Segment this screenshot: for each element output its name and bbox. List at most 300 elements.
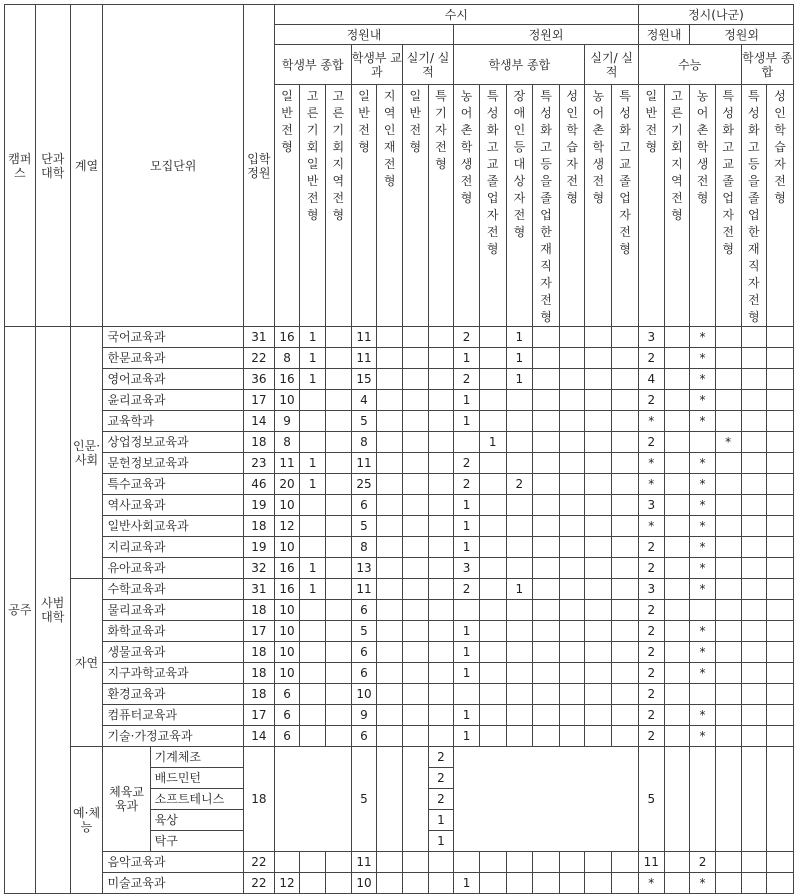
cell-value — [664, 579, 690, 600]
cell-value — [377, 852, 403, 873]
cell-value — [612, 684, 639, 705]
table-body — [5, 327, 794, 894]
cell-value — [585, 600, 612, 621]
cell-value — [559, 873, 585, 894]
cell-value — [690, 600, 716, 621]
header-type-9 — [506, 85, 533, 327]
cell-value — [585, 411, 612, 432]
cell-value: 4 — [351, 390, 377, 411]
table-row — [5, 453, 794, 474]
unit-quota: 14 — [243, 411, 274, 432]
cell-value: 2 — [638, 537, 664, 558]
table-row — [5, 537, 794, 558]
header-type-label: 장애인등대상자전형 — [513, 89, 526, 239]
unit-name: 일반사회교육과 — [103, 516, 244, 537]
cell-value — [690, 432, 716, 453]
sport-special-count: 1 — [428, 831, 454, 852]
header-type-label: 일반전형 — [358, 89, 370, 154]
cell-value — [326, 663, 352, 684]
cell-value — [741, 663, 767, 684]
unit-name: 화학교육과 — [103, 621, 244, 642]
cell-value — [533, 621, 560, 642]
cell-value: 16 — [274, 558, 300, 579]
cell-value — [533, 705, 560, 726]
cell-value: 2 — [638, 726, 664, 747]
cell-value: 10 — [274, 390, 300, 411]
cell-value — [741, 600, 767, 621]
cell-value — [741, 726, 767, 747]
cell-value — [559, 369, 585, 390]
cell-value: 1 — [454, 642, 480, 663]
header-type-label: 특성화고교졸업자전형 — [722, 89, 734, 256]
cell-value — [402, 684, 428, 705]
cell-value: 2 — [638, 432, 664, 453]
cell-value — [559, 348, 585, 369]
cell-value — [559, 390, 585, 411]
cell-value — [715, 495, 741, 516]
table-row — [5, 432, 794, 453]
header-type-1 — [300, 85, 326, 327]
cell-value — [664, 537, 690, 558]
cell-value — [585, 432, 612, 453]
cell-value — [506, 642, 533, 663]
cell-value — [377, 705, 403, 726]
cell-value — [402, 327, 428, 348]
cell-value — [377, 663, 403, 684]
cell-value — [767, 663, 794, 684]
table-row — [5, 873, 794, 894]
cell-value — [533, 474, 560, 495]
cell-value — [402, 726, 428, 747]
cell-value — [741, 432, 767, 453]
cell-value — [664, 495, 690, 516]
header-type-label: 특성화고교졸업자전형 — [486, 89, 499, 256]
cell-value — [479, 600, 506, 621]
cell-value — [326, 726, 352, 747]
cell-value — [402, 579, 428, 600]
cell-value: * — [638, 474, 664, 495]
cell-value — [664, 642, 690, 663]
cell-value — [741, 684, 767, 705]
cell-value — [741, 852, 767, 873]
header-type-label: 특기자전형 — [435, 89, 447, 171]
cell-value: 10 — [274, 663, 300, 684]
cell-value: * — [690, 663, 716, 684]
cell-value — [612, 558, 639, 579]
cell-value — [506, 600, 533, 621]
sport-name: 기계체조 — [150, 747, 243, 768]
cell-value — [585, 621, 612, 642]
cell-value: 9 — [351, 705, 377, 726]
unit-name: 지리교육과 — [103, 537, 244, 558]
cell-value — [767, 558, 794, 579]
cell-value — [533, 327, 560, 348]
cell-value — [506, 537, 533, 558]
cell-value: * — [690, 642, 716, 663]
sport-name: 소프트테니스 — [150, 789, 243, 810]
cell-value — [300, 663, 326, 684]
cell-value: 3 — [638, 327, 664, 348]
header-type-13 — [612, 85, 639, 327]
header-type-label: 성인학습자전형 — [566, 89, 578, 205]
cell-value — [533, 558, 560, 579]
cell-value: * — [690, 705, 716, 726]
cell-value — [664, 558, 690, 579]
cell-value — [741, 495, 767, 516]
unit-name: 한문교육과 — [103, 348, 244, 369]
cell-value — [326, 327, 352, 348]
header-type-label: 성인학습자전형 — [774, 89, 786, 205]
header-type-11 — [559, 85, 585, 327]
header-jeongsi-within: 정원내 — [638, 25, 689, 45]
cell-value — [506, 453, 533, 474]
cell-value — [479, 726, 506, 747]
unit-name: 물리교육과 — [103, 600, 244, 621]
cell-value — [585, 684, 612, 705]
unit-name: 수학교육과 — [103, 579, 244, 600]
cell-value — [612, 348, 639, 369]
unit-quota: 18 — [243, 663, 274, 684]
cell-value — [479, 705, 506, 726]
cell-value — [715, 474, 741, 495]
cell-value — [533, 348, 560, 369]
cell-value — [377, 453, 403, 474]
cell-value — [690, 684, 716, 705]
header-susi-within: 정원내 — [274, 25, 453, 45]
cell-value — [741, 327, 767, 348]
cell-value — [715, 348, 741, 369]
cell-value: 8 — [274, 432, 300, 453]
header-type-label: 고른기회일반전형 — [306, 89, 319, 222]
cell-value — [402, 537, 428, 558]
cell-value — [428, 411, 454, 432]
cell-value — [715, 516, 741, 537]
cell-value — [326, 537, 352, 558]
cell-value — [664, 411, 690, 432]
cell-value: 2 — [638, 348, 664, 369]
header-type-label: 농어촌학생전형 — [696, 89, 709, 205]
pe-jeongsi-empty — [664, 747, 690, 852]
cell-value: 8 — [351, 432, 377, 453]
sport-special-count: 2 — [428, 768, 454, 789]
cell-value — [377, 411, 403, 432]
header-type-3 — [351, 85, 377, 327]
cell-value: 10 — [351, 684, 377, 705]
cell-value — [428, 873, 454, 894]
cell-value — [767, 600, 794, 621]
header-type-7 — [454, 85, 480, 327]
header-jeongsi-outside: 정원외 — [690, 25, 794, 45]
cell-value: 1 — [454, 621, 480, 642]
cell-value — [533, 852, 560, 873]
cell-value — [326, 453, 352, 474]
unit-name: 특수교육과 — [103, 474, 244, 495]
cell-value — [402, 873, 428, 894]
cell-value — [767, 873, 794, 894]
cell-value — [506, 726, 533, 747]
unit-name: 영어교육과 — [103, 369, 244, 390]
cell-value — [479, 453, 506, 474]
cell-value: 1 — [454, 348, 480, 369]
cell-value — [506, 663, 533, 684]
cell-value — [767, 432, 794, 453]
cell-value — [428, 537, 454, 558]
cell-value — [300, 621, 326, 642]
header-type-0 — [274, 85, 300, 327]
cell-value — [715, 852, 741, 873]
cell-value: 1 — [454, 873, 480, 894]
header-type-label: 특성화고교졸업자전형 — [619, 89, 631, 256]
cell-value: * — [638, 411, 664, 432]
cell-value — [479, 558, 506, 579]
cell-value — [300, 684, 326, 705]
field-arts: 예·체능 — [70, 747, 103, 894]
cell-value — [767, 516, 794, 537]
cell-value — [585, 873, 612, 894]
cell-value: * — [690, 474, 716, 495]
cell-value: 1 — [506, 369, 533, 390]
cell-value — [326, 852, 352, 873]
cell-value — [612, 411, 639, 432]
cell-value: 1 — [454, 495, 480, 516]
cell-value: 1 — [454, 390, 480, 411]
cell-value — [612, 327, 639, 348]
cell-value — [767, 474, 794, 495]
cell-value — [326, 684, 352, 705]
cell-value — [559, 474, 585, 495]
cell-value — [326, 411, 352, 432]
unit-name: 환경교육과 — [103, 684, 244, 705]
cell-value — [741, 558, 767, 579]
cell-value — [428, 852, 454, 873]
cell-value: 1 — [454, 411, 480, 432]
sport-special-count: 2 — [428, 789, 454, 810]
cell-value — [402, 516, 428, 537]
pe-subject-count: 5 — [351, 747, 377, 852]
cell-value — [585, 642, 612, 663]
cell-value — [506, 621, 533, 642]
cell-value: * — [638, 873, 664, 894]
cell-value: 11 — [351, 348, 377, 369]
cell-value — [402, 852, 428, 873]
cell-value — [326, 516, 352, 537]
cell-value — [664, 726, 690, 747]
header-group-suneung: 수능 — [638, 45, 741, 85]
college-name: 사범대학 — [35, 327, 70, 894]
cell-value — [428, 663, 454, 684]
cell-value — [664, 852, 690, 873]
unit-name: 생물교육과 — [103, 642, 244, 663]
cell-value — [533, 432, 560, 453]
header-type-label: 특성화고등을졸업한재직자전형 — [748, 89, 760, 324]
cell-value — [767, 348, 794, 369]
cell-value: 1 — [300, 369, 326, 390]
cell-value: 10 — [274, 495, 300, 516]
cell-value: * — [690, 390, 716, 411]
cell-value — [428, 516, 454, 537]
table-row — [5, 684, 794, 705]
cell-value — [479, 495, 506, 516]
cell-value: 2 — [638, 684, 664, 705]
cell-value — [326, 495, 352, 516]
cell-value: 10 — [274, 642, 300, 663]
cell-value — [715, 579, 741, 600]
unit-quota: 17 — [243, 705, 274, 726]
sport-name: 탁구 — [150, 831, 243, 852]
cell-value — [326, 348, 352, 369]
cell-value: 25 — [351, 474, 377, 495]
pe-suneung-count: 5 — [638, 747, 664, 852]
cell-value — [715, 600, 741, 621]
cell-value — [533, 873, 560, 894]
cell-value: 1 — [300, 558, 326, 579]
cell-value — [612, 621, 639, 642]
cell-value: 6 — [274, 705, 300, 726]
cell-value: 6 — [351, 726, 377, 747]
cell-value — [479, 873, 506, 894]
field-science: 자연 — [70, 579, 103, 747]
cell-value: * — [690, 726, 716, 747]
cell-value — [377, 327, 403, 348]
cell-value — [428, 600, 454, 621]
cell-value: 3 — [638, 579, 664, 600]
header-group-subject: 학생부 교과 — [351, 45, 402, 85]
cell-value — [585, 474, 612, 495]
cell-value — [559, 432, 585, 453]
cell-value — [664, 390, 690, 411]
unit-quota: 18 — [243, 516, 274, 537]
table-row — [5, 348, 794, 369]
cell-value — [326, 579, 352, 600]
cell-value — [402, 474, 428, 495]
cell-value — [612, 579, 639, 600]
cell-value — [402, 495, 428, 516]
unit-quota: 46 — [243, 474, 274, 495]
cell-value — [377, 537, 403, 558]
unit-name: 상업정보교육과 — [103, 432, 244, 453]
cell-value: 11 — [351, 852, 377, 873]
cell-value — [479, 411, 506, 432]
cell-value — [454, 852, 480, 873]
cell-value — [377, 684, 403, 705]
cell-value: 1 — [300, 327, 326, 348]
cell-value: 1 — [300, 453, 326, 474]
cell-value — [559, 558, 585, 579]
header-type-label: 일반전형 — [409, 89, 422, 154]
cell-value: 1 — [454, 705, 480, 726]
cell-value — [715, 369, 741, 390]
sport-name: 배드민턴 — [150, 768, 243, 789]
header-quota: 입학정원 — [243, 5, 274, 327]
cell-value — [767, 453, 794, 474]
sport-special-count: 2 — [428, 747, 454, 768]
cell-value — [506, 873, 533, 894]
cell-value: * — [690, 453, 716, 474]
cell-value — [274, 852, 300, 873]
cell-value: 1 — [300, 579, 326, 600]
cell-value — [741, 621, 767, 642]
cell-value — [612, 537, 639, 558]
cell-value: 11 — [274, 453, 300, 474]
pe-practical-empty — [402, 747, 428, 852]
cell-value — [612, 600, 639, 621]
cell-value — [612, 474, 639, 495]
unit-name: 미술교육과 — [103, 873, 244, 894]
header-susi-outside: 정원외 — [454, 25, 639, 45]
cell-value: 2 — [638, 558, 664, 579]
cell-value — [612, 369, 639, 390]
cell-value — [612, 852, 639, 873]
header-type-label: 특성화고등을졸업한재직자전형 — [540, 89, 552, 324]
cell-value — [428, 495, 454, 516]
cell-value — [402, 411, 428, 432]
unit-quota: 31 — [243, 327, 274, 348]
cell-value — [559, 453, 585, 474]
cell-value — [612, 726, 639, 747]
header-college: 단과대학 — [35, 5, 70, 327]
cell-value — [741, 516, 767, 537]
pe-outside-block — [454, 747, 639, 852]
header-type-2 — [326, 85, 352, 327]
cell-value: 1 — [300, 348, 326, 369]
cell-value: 5 — [351, 516, 377, 537]
cell-value — [715, 873, 741, 894]
cell-value: * — [715, 432, 741, 453]
cell-value — [533, 663, 560, 684]
cell-value — [741, 873, 767, 894]
header-type-10 — [533, 85, 560, 327]
cell-value — [377, 873, 403, 894]
cell-value — [585, 579, 612, 600]
table-row — [5, 705, 794, 726]
cell-value — [664, 516, 690, 537]
cell-value — [585, 369, 612, 390]
cell-value — [585, 453, 612, 474]
cell-value — [585, 726, 612, 747]
cell-value: 11 — [351, 453, 377, 474]
header-type-19 — [767, 85, 794, 327]
cell-value — [428, 558, 454, 579]
table-row — [5, 579, 794, 600]
unit-name: 유아교육과 — [103, 558, 244, 579]
pe-jeongsi-empty — [741, 747, 767, 852]
cell-value: 13 — [351, 558, 377, 579]
header-type-label: 일반전형 — [281, 89, 293, 154]
cell-value — [715, 684, 741, 705]
header-group-comprehensive-outside: 학생부 종합 — [454, 45, 585, 85]
table-row — [5, 369, 794, 390]
unit-quota: 22 — [243, 348, 274, 369]
pe-merged-block — [274, 747, 351, 852]
cell-value — [559, 705, 585, 726]
pe-quota: 18 — [243, 747, 274, 852]
cell-value — [402, 390, 428, 411]
cell-value — [612, 873, 639, 894]
cell-value — [533, 579, 560, 600]
unit-name: 교육학과 — [103, 411, 244, 432]
cell-value: * — [690, 873, 716, 894]
cell-value — [402, 453, 428, 474]
cell-value — [428, 621, 454, 642]
cell-value — [585, 558, 612, 579]
unit-name: 지구과학교육과 — [103, 663, 244, 684]
cell-value — [715, 705, 741, 726]
cell-value: 1 — [454, 516, 480, 537]
cell-value — [326, 369, 352, 390]
cell-value — [454, 432, 480, 453]
cell-value — [533, 516, 560, 537]
header-group-comprehensive: 학생부 종합 — [274, 45, 351, 85]
